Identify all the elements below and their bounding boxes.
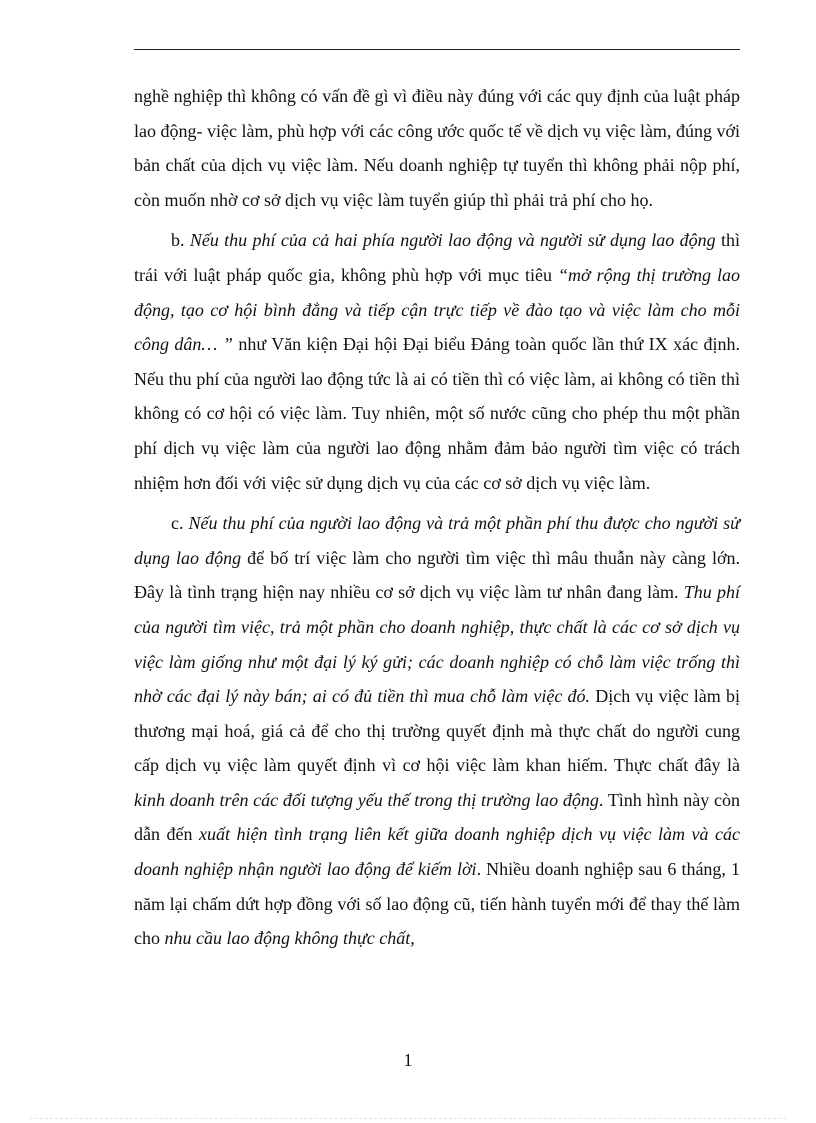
page-bottom-border	[30, 1118, 786, 1119]
paragraph-2	[134, 223, 740, 500]
paragraph-1-text: nghề nghiệp thì không có vấn đề gì vì điều này đúng với các quy định của luật pháp lao động- việc làm, phù hợp với các công ước quốc tế về dịch vụ việc làm, đúng với bản chất của dịch vụ việc làm. Nếu doanh nghiệp tự tuyển thì không phải nộp phí, còn muốn nhờ cơ sở dịch vụ việc làm tuyển giúp thì phải trả phí cho họ.	[134, 86, 740, 210]
paragraph-2-quote: “mở rộng thị trường lao động, tạo cơ hội bình đẳng và tiếp cận trực tiếp về đào tạo và việc làm cho mỗi công dân… ”	[134, 264, 740, 355]
paragraph-3	[134, 506, 740, 956]
paragraph-3-text-2: Dịch vụ việc làm bị thương mại hoá, giá cả để cho thị trường quyết định mà thực chất do người cung cấp dịch vụ việc làm quyết định vì cơ hội việc làm khan hiếm. Thực chất đây là	[134, 686, 741, 776]
paragraph-3-italic-3: kinh doanh trên các đối tượng yếu thế trong thị trường lao động	[134, 789, 599, 810]
paragraph-3-italic-4: xuất hiện tình trạng liên kết giữa doanh nghiệp dịch vụ việc làm và các doanh nghiệp nhận người lao động để kiếm lời	[134, 824, 741, 880]
paragraph-3-text-3: . Tình hình này còn dẫn đến	[134, 789, 740, 845]
paragraph-3-text-4: . Nhiều doanh nghiệp sau 6 tháng, 1 năm lại chấm dứt hợp đồng với số lao động cũ, tiến hành tuyển mới để thay thế làm cho	[134, 859, 741, 949]
paragraph-2-label: b.	[171, 230, 190, 251]
paragraph-3-italic-5: nhu cầu lao động không thực chất,	[164, 928, 415, 949]
paragraph-2-text-1: thì trái với luật pháp quốc gia, không phù hợp với mục tiêu	[134, 230, 740, 285]
body-text	[134, 79, 740, 956]
paragraph-3-italic-1: Nếu thu phí của người lao động và trả một phần phí thu được cho người sử dụng lao động	[134, 513, 740, 568]
header-rule	[134, 49, 740, 50]
paragraph-1	[134, 79, 740, 217]
paragraph-3-label: c.	[171, 513, 189, 534]
paragraph-2-italic-1: Nếu thu phí của cả hai phía người lao động và người sử dụng lao động	[189, 230, 716, 251]
page-number: 1	[403, 1050, 413, 1070]
paragraph-3-text-1: để bố trí việc làm cho người tìm việc thì mâu thuẫn này càng lớn. Đây là tình trạng hiện nay nhiều cơ sở dịch vụ việc làm tư nhân đang làm.	[134, 547, 740, 603]
paragraph-2-text-2: như Văn kiện Đại hội Đại biểu Đảng toàn quốc lần thứ IX xác định. Nếu thu phí của người lao động tức là ai có tiền thì có việc làm, ai không có tiền thì không có cơ hội có việc làm. Tuy nhiên, một số nước cũng cho phép thu một phần phí dịch vụ việc làm của người lao động nhằm đảm bảo người tìm việc có trách nhiệm hơn đối với việc sử dụng dịch vụ của các cơ sở dịch vụ việc làm.	[134, 334, 740, 493]
paragraph-3-italic-2: Thu phí của người tìm việc, trả một phần cho doanh nghiệp, thực chất là các cơ sở dịch vụ việc làm giống như một đại lý ký gửi; các doanh nghiệp có chỗ làm việc trống thì nhờ các đại lý này bán; ai có đủ tiền thì mua chỗ làm việc đó.	[134, 582, 741, 707]
